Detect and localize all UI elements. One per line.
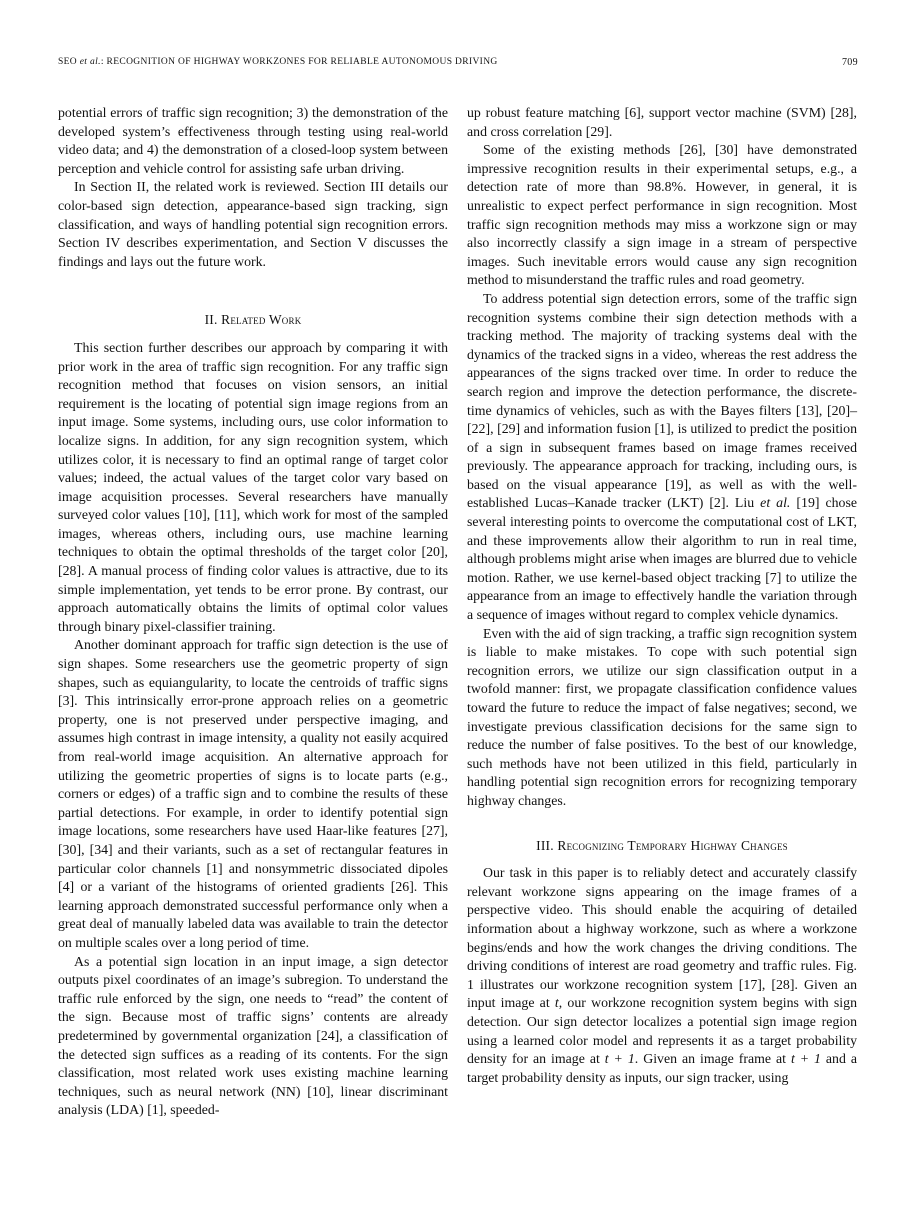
paragraph: Another dominant approach for traffic sign detection is the use of sign shapes. Some researchers use the geometric property of sign shapes, such as equiangularity, to locate the centroids of traffic signs [3]. This intrinsically error-prone approach relies on a geometric property, one is not preserved under perspective imaging, and assumes high contrast in image intensity, a quality not easily acquired from real-world image acquisition. An alternative approach for utilizing the geometric properties of signs is to locate parts (e.g., corners or edges) of a traffic sign and to combine the results of these partial detections. For example, in order to identify potential sign image locations, some researchers have used Haar-like features [27], [30], [34] and their variants, such as a set of rectangular features in particular color channels [1] and nonsymmetric dissociated dipoles [4] or a variant of the histograms of oriented gradients [26]. This learning approach demonstrated successful performance only when a great deal of manually labeled data was available to train the detector on multiple scales over a long period of time. [58,637,448,950]
paragraph-text: Our task in this paper is to reliably detect and accurately classify relevant workzone signs appearing on the image frames of a perspective video. This should enable the acquiring of detailed information about a highway workzone, such as where a workzone begins/ends and how the work changes the driving conditions. The driving conditions of interest are road geometry and traffic rules. Fig. 1 illustrates our workzone recognition system [17], [28]. Given an input image at [467,865,857,1011]
paragraph: In Section II, the related work is reviewed. Section III details our color-based sign detection, appearance-based sign tracking, sign classification, and ways of handling potential sign recognition errors. Section IV describes experimentation, and Section V discusses the findings and lays out the future work. [58,179,448,269]
paragraph-text: [19] chose several interesting points to overcome the computational cost of LKT, and these improvements allow their algorithm to run in real time, although problems might arise when images are blurred due to vehicle motion. Rather, we use kernel-based object tracking [7] to utilize the appearance from an image to effectively handle the variation through a sequence of images without regard to complex vehicle dynamics. [467,495,857,623]
running-title-rest: : RECOGNITION OF HIGHWAY WORKZONES FOR RELIABLE AUTONOMOUS DRIVING [100,57,498,67]
running-header [58,57,858,71]
paragraph: Some of the existing methods [26], [30] have demonstrated impressive recognition results in their experimental setups, e.g., a detection rate of more than 98.8%. However, in general, it is unrealistic to expect perfect performance in sign recognition. Most traffic sign recognition methods may miss a workzone sign or may also incorrectly classify a sign image in a stream of perspective images. Such inevitable errors would cause any sign recognition method to misunderstand the traffic rules and road geometry. [467,142,857,288]
paragraph-text: , our workzone recognition system begins with sign detection. Our sign detector localizes a potential sign image region using a learned color model and represents it as a target probability density for an image at [467,995,857,1067]
running-title-etal: et al. [79,57,101,67]
section-title: Recognizing Temporary Highway Changes [557,837,788,853]
math-expression: t + 1 [790,1051,821,1067]
paragraph-italic: et al. [760,495,791,511]
math-expression: t + 1 [604,1051,635,1067]
paragraph: This section further describes our approach by comparing it with prior work in the area of traffic sign recognition. For any traffic sign recognition method that focuses on vision sensors, an initial requirement is the locating of potential sign image regions from an input image. Some systems, including ours, use color information to localize signs. In addition, for any sign recognition system, which utilizes color, it is necessary to find an optimal range of target color values; indeed, the actual values of the target color vary based on image acquisition processes. Several researchers have manually surveyed color values [10], [11], which work for most of the sampled images, whereas others, including ours, use machine learning techniques to obtain the optimal thresholds of the target color [20], [28]. A manual process of finding color values is attractive, due to its simple implementation, yet tends to be error prone. By contrast, our approach automatically obtains the limits of optimal color values through binary pixel-classifier training. [58,339,448,634]
paragraph: As a potential sign location in an input image, a sign detector outputs pixel coordinates of an image’s subregion. To understand the traffic rule enforced by the sign, one needs to “read” the content of the sign. Because most of traffic signs’ contents are already predetermined by governmental organization [24], a classification of the detected sign suffices as a reading of its contents. For the sign classification, most related work uses existing machine learning techniques, such as neural network (NN) [10], linear discriminant analysis (LDA) [1], speeded- [58,953,448,1118]
page-number: 709 [841,57,858,68]
section-title: Related Work [221,312,302,328]
section-heading-related-work [58,311,448,330]
math-variable: t [554,995,559,1011]
running-title-authors: SEO [58,57,77,67]
paragraph-text: and a target probability density as inputs, our sign tracker, using [467,1051,857,1085]
running-title [58,57,498,67]
paragraph-text: . Given an image frame at [634,1051,791,1067]
paragraph-text: To address potential sign detection errors, some of the traffic sign recognition systems combine their sign detection methods with a tracking method. The majority of tracking systems deal with the dynamics of the tracked signs in a video, whereas the rest address the appearances of the signs tracked over time. In order to reduce the search region and improve the detection performance, the discrete-time dynamics of vehicles, such as with the Bayes filters [13], [20]–[22], [29] and information fusion [1], is utilized to predict the position of a sign in subsequent frames based on image frames received previously. The appearance approach for tracking, including ours, is based on the visual appearance [19], as well as with the well-established Lucas–Kanade tracker (LKT) [2]. Liu [467,290,857,511]
paragraph: up robust feature matching [6], support vector machine (SVM) [28], and cross correlation [29]. [467,105,857,139]
paragraph [467,290,857,625]
paragraph [467,864,857,1087]
right-column [467,104,857,1087]
paragraph: potential errors of traffic sign recognition; 3) the demonstration of the developed system’s effectiveness through testing using real-world video data; and 4) the demonstration of a closed-loop system between perception and vehicle control for assisting safe urban driving. [58,105,448,176]
left-column [58,104,448,1120]
section-heading-recognizing-changes [467,837,857,856]
paragraph: Even with the aid of sign tracking, a traffic sign recognition system is liable to make mistakes. To cope with such potential sign recognition errors, we utilize our sign classification output in a twofold manner: first, we propagate classification confidence values toward the future to reduce the impact of false negatives; second, we investigate previous classification decisions for the same sign to reduce the number of false positives. To the best of our knowledge, such methods have not been utilized in this field, particularly in handling potential sign recognition errors for recognizing temporary highway changes. [467,625,857,808]
section-number: II. [204,312,218,328]
section-number: III. [536,837,554,853]
